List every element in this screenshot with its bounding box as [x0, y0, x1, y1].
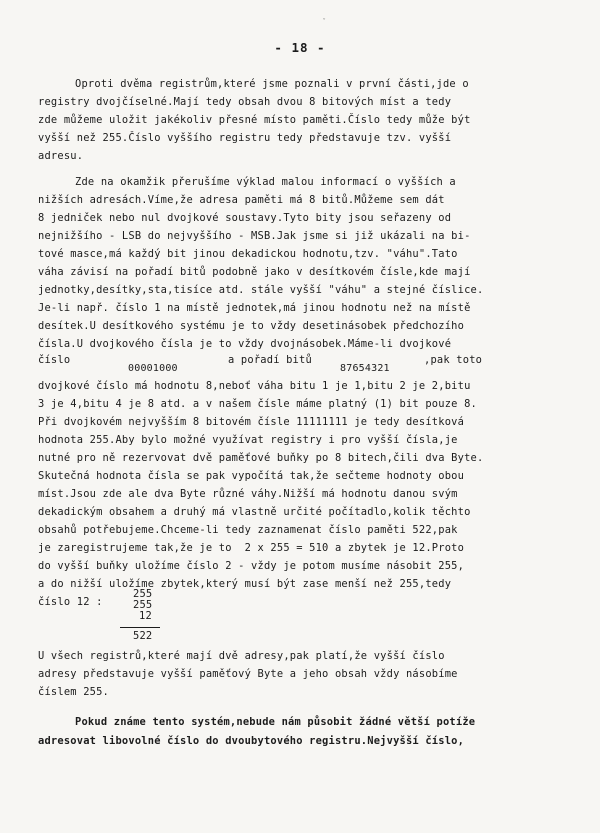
p4-line-2: adresovat libovolné číslo do dvoubytového registru.Nejvyšší číslo, — [38, 735, 465, 747]
p3-line-3: číslem 255. — [38, 686, 110, 698]
p2-line-5: tové masce,má každý bit jinou dekadickou hodnotu,tzv. "váhu".Tato — [38, 248, 458, 260]
stray-mark: ˇ — [322, 18, 327, 26]
p2-line-21: je zaregistrujeme tak,že je to 2 x 255 = 510 a zbytek je 12.Proto — [38, 542, 465, 554]
p2-line-20: obsahů potřebujeme.Chceme-li tedy zaznamenat číslo paměti 522,pak — [38, 524, 458, 536]
p3-line-2: adresy představuje vyšší paměťový Byte a jeho obsah vždy násobíme — [38, 668, 458, 680]
p2-line-15: hodnota 255.Aby bylo možné využívat registry i pro vyšší čísla,je — [38, 434, 458, 446]
p2-line-7: jednotky,desítky,sta,tisíce atd. stále vyšší "váhu" a stejné číslice. — [38, 284, 484, 296]
p1-line-4: vyšší než 255.Číslo vyššího registru tedy představuje tzv. vyšší — [38, 132, 452, 144]
p2-line-11-mid: a pořadí bitů — [228, 354, 312, 366]
p1-line-5: adresu. — [38, 150, 84, 162]
p2-line-14: Při dvojkovém nejvyšším 8 bitovém čísle 11111111 je tedy desítková — [38, 416, 465, 428]
p2-line-12: dvojkové číslo má hodnotu 8,neboť váha bitu 1 je 1,bitu 2 je 2,bitu — [38, 380, 471, 392]
p2-line-11-word: číslo — [38, 354, 71, 366]
p2-line-10: čísla.U dvojkového čísla je to vždy dvojnásobek.Máme-li dvojkové — [38, 338, 452, 350]
page-number: - 18 - — [274, 40, 326, 55]
p2-line-17: Skutečná hodnota čísla se pak vypočítá tak,že sečteme hodnoty obou — [38, 470, 465, 482]
binary-value: 00001000 — [128, 363, 178, 374]
p3-line-1: U všech registrů,které mají dvě adresy,pak platí,že vyšší číslo — [38, 650, 445, 662]
p2-line-8: Je-li např. číslo 1 na místě jednotek,má jinou hodnotu než na místě — [38, 302, 471, 314]
p2-line-18: míst.Jsou zde ale dva Byte různé váhy.Nižší má hodnotu danou svým — [38, 488, 458, 500]
p2-line-1: Zde na okamžik přerušíme výklad malou informací o vyšších a — [75, 176, 456, 188]
p1-line-1: Oproti dvěma registrům,které jsme poznali v první části,jde o — [75, 78, 469, 90]
p4-line-1: Pokud známe tento systém,nebude nám působit žádné větší potíže — [75, 716, 476, 728]
p2-line-4: nejnižšího - LSB do nejvyššího - MSB.Jak jsme si již ukázali na bi- — [38, 230, 471, 242]
p2-line-2: nižších adresách.Víme,že adresa paměti má 8 bitů.Můžeme sem dát — [38, 194, 445, 206]
bit-order: 87654321 — [340, 363, 390, 374]
p2-line-19: dekadickým obsahem a druhý má vlastně určité počítadlo,kolik těchto — [38, 506, 471, 518]
sum-rule — [120, 627, 160, 628]
p2-line-3: 8 jedniček nebo nul dvojkové soustavy.Tyto bity jsou seřazeny od — [38, 212, 452, 224]
sum-label: číslo 12 : — [38, 596, 103, 608]
p1-line-2: registry dvojčíselné.Mají tedy obsah dvou 8 bitových míst a tedy — [38, 96, 452, 108]
p2-line-6: váha závisí na pořadí bitů podobně jako v desítkovém čísle,kde mají — [38, 266, 471, 278]
p2-line-16: nutné pro ně rezervovat dvě paměťové buňky po 8 bitech,čili dva Byte. — [38, 452, 484, 464]
p2-line-13: 3 je 4,bitu 4 je 8 atd. a v našem čísle máme platný (1) bit pouze 8. — [38, 398, 477, 410]
sum-total: 522 — [133, 630, 153, 642]
p2-line-23: a do nižší uložíme zbytek,který musí být zase menší než 255,tedy — [38, 578, 452, 590]
p2-line-11-end: ,pak toto — [424, 354, 483, 366]
p2-line-9: desítek.U desítkového systému je to vždy desetinásobek předchozího — [38, 320, 465, 332]
sum-row-1: 255 — [133, 588, 153, 600]
p2-line-22: do vyšší buňky uložíme číslo 2 - vždy je potom musíme násobit 255, — [38, 560, 465, 572]
sum-row-3: 12 — [139, 610, 152, 622]
sum-row-2: 255 — [133, 599, 153, 611]
p1-line-3: zde můžeme uložit jakékoliv přesné místo paměti.Číslo tedy může být — [38, 114, 471, 126]
